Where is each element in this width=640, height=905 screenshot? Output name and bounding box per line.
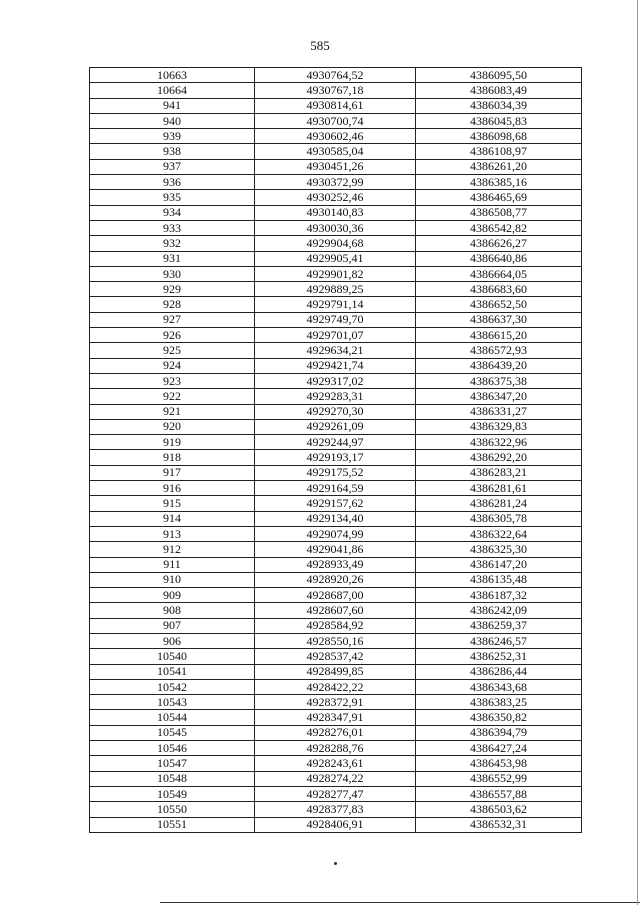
point-number-cell: 10549 — [90, 786, 255, 801]
bottom-rule — [160, 902, 640, 903]
point-number-cell: 941 — [90, 98, 255, 113]
point-number-cell: 928 — [90, 297, 255, 312]
point-number-cell: 940 — [90, 113, 255, 128]
x-coordinate-cell: 4929749,70 — [255, 312, 416, 327]
x-coordinate-cell: 4929270,30 — [255, 404, 416, 419]
y-coordinate-cell: 4386626,27 — [416, 236, 582, 251]
y-coordinate-cell: 4386095,50 — [416, 68, 582, 83]
y-coordinate-cell: 4386503,62 — [416, 802, 582, 817]
point-number-cell: 922 — [90, 389, 255, 404]
point-number-cell: 10548 — [90, 771, 255, 786]
table-row — [90, 465, 582, 480]
table-row — [90, 526, 582, 541]
x-coordinate-cell: 4930140,83 — [255, 205, 416, 220]
y-coordinate-cell: 4386322,96 — [416, 435, 582, 450]
point-number-cell: 10546 — [90, 741, 255, 756]
point-number-cell: 10551 — [90, 817, 255, 832]
table-row — [90, 557, 582, 572]
y-coordinate-cell: 4386331,27 — [416, 404, 582, 419]
x-coordinate-cell: 4928537,42 — [255, 649, 416, 664]
x-coordinate-cell: 4930764,52 — [255, 68, 416, 83]
y-coordinate-cell: 4386246,57 — [416, 633, 582, 648]
table-row — [90, 159, 582, 174]
y-coordinate-cell: 4386637,30 — [416, 312, 582, 327]
table-row — [90, 220, 582, 235]
x-coordinate-cell: 4928347,91 — [255, 710, 416, 725]
y-coordinate-cell: 4386045,83 — [416, 113, 582, 128]
x-coordinate-cell: 4929905,41 — [255, 251, 416, 266]
table-row — [90, 725, 582, 740]
point-number-cell: 924 — [90, 358, 255, 373]
point-number-cell: 937 — [90, 159, 255, 174]
y-coordinate-cell: 4386640,86 — [416, 251, 582, 266]
y-coordinate-cell: 4386135,48 — [416, 572, 582, 587]
table-row — [90, 618, 582, 633]
y-coordinate-cell: 4386261,20 — [416, 159, 582, 174]
y-coordinate-cell: 4386098,68 — [416, 129, 582, 144]
y-coordinate-cell: 4386664,05 — [416, 266, 582, 281]
x-coordinate-cell: 4930451,26 — [255, 159, 416, 174]
x-coordinate-cell: 4928406,91 — [255, 817, 416, 832]
x-coordinate-cell: 4930700,74 — [255, 113, 416, 128]
x-coordinate-cell: 4929904,68 — [255, 236, 416, 251]
table-row — [90, 450, 582, 465]
x-coordinate-cell: 4929261,09 — [255, 419, 416, 434]
x-coordinate-cell: 4930602,46 — [255, 129, 416, 144]
table-row — [90, 68, 582, 83]
table-row — [90, 435, 582, 450]
table-row — [90, 358, 582, 373]
point-number-cell: 10543 — [90, 695, 255, 710]
y-coordinate-cell: 4386542,82 — [416, 220, 582, 235]
table-row — [90, 389, 582, 404]
x-coordinate-cell: 4928372,91 — [255, 695, 416, 710]
y-coordinate-cell: 4386375,38 — [416, 373, 582, 388]
x-coordinate-cell: 4930814,61 — [255, 98, 416, 113]
y-coordinate-cell: 4386385,16 — [416, 175, 582, 190]
point-number-cell: 913 — [90, 526, 255, 541]
y-coordinate-cell: 4386083,49 — [416, 83, 582, 98]
x-coordinate-cell: 4929901,82 — [255, 266, 416, 281]
x-coordinate-cell: 4930372,99 — [255, 175, 416, 190]
table-row — [90, 664, 582, 679]
x-coordinate-cell: 4929074,99 — [255, 526, 416, 541]
y-coordinate-cell: 4386187,32 — [416, 588, 582, 603]
point-number-cell: 10663 — [90, 68, 255, 83]
table-row — [90, 83, 582, 98]
table-row — [90, 756, 582, 771]
point-number-cell: 929 — [90, 282, 255, 297]
point-number-cell: 911 — [90, 557, 255, 572]
scan-dot — [334, 862, 337, 865]
table-row — [90, 343, 582, 358]
table-row — [90, 266, 582, 281]
point-number-cell: 927 — [90, 312, 255, 327]
x-coordinate-cell: 4929889,25 — [255, 282, 416, 297]
y-coordinate-cell: 4386147,20 — [416, 557, 582, 572]
point-number-cell: 910 — [90, 572, 255, 587]
point-number-cell: 923 — [90, 373, 255, 388]
table-row — [90, 190, 582, 205]
point-number-cell: 10541 — [90, 664, 255, 679]
point-number-cell: 10547 — [90, 756, 255, 771]
table-row — [90, 710, 582, 725]
x-coordinate-cell: 4928243,61 — [255, 756, 416, 771]
point-number-cell: 10664 — [90, 83, 255, 98]
point-number-cell: 10542 — [90, 679, 255, 694]
point-number-cell: 907 — [90, 618, 255, 633]
table-row — [90, 205, 582, 220]
point-number-cell: 918 — [90, 450, 255, 465]
point-number-cell: 912 — [90, 542, 255, 557]
table-row — [90, 282, 582, 297]
coordinates-table-body — [90, 68, 582, 833]
x-coordinate-cell: 4929634,21 — [255, 343, 416, 358]
point-number-cell: 917 — [90, 465, 255, 480]
x-coordinate-cell: 4928377,83 — [255, 802, 416, 817]
x-coordinate-cell: 4928276,01 — [255, 725, 416, 740]
table-row — [90, 113, 582, 128]
y-coordinate-cell: 4386508,77 — [416, 205, 582, 220]
point-number-cell: 936 — [90, 175, 255, 190]
x-coordinate-cell: 4928550,16 — [255, 633, 416, 648]
x-coordinate-cell: 4929283,31 — [255, 389, 416, 404]
y-coordinate-cell: 4386325,30 — [416, 542, 582, 557]
x-coordinate-cell: 4929164,59 — [255, 481, 416, 496]
x-coordinate-cell: 4928933,49 — [255, 557, 416, 572]
point-number-cell: 919 — [90, 435, 255, 450]
x-coordinate-cell: 4928422,22 — [255, 679, 416, 694]
point-number-cell: 10545 — [90, 725, 255, 740]
page-number: 585 — [310, 38, 330, 53]
y-coordinate-cell: 4386034,39 — [416, 98, 582, 113]
y-coordinate-cell: 4386347,20 — [416, 389, 582, 404]
table-row — [90, 649, 582, 664]
x-coordinate-cell: 4929041,86 — [255, 542, 416, 557]
point-number-cell: 939 — [90, 129, 255, 144]
y-coordinate-cell: 4386683,60 — [416, 282, 582, 297]
x-coordinate-cell: 4929701,07 — [255, 328, 416, 343]
y-coordinate-cell: 4386322,64 — [416, 526, 582, 541]
point-number-cell: 938 — [90, 144, 255, 159]
x-coordinate-cell: 4930030,36 — [255, 220, 416, 235]
x-coordinate-cell: 4929317,02 — [255, 373, 416, 388]
x-coordinate-cell: 4930767,18 — [255, 83, 416, 98]
y-coordinate-cell: 4386242,09 — [416, 603, 582, 618]
y-coordinate-cell: 4386615,20 — [416, 328, 582, 343]
table-row — [90, 588, 582, 603]
x-coordinate-cell: 4929157,62 — [255, 496, 416, 511]
table-row — [90, 603, 582, 618]
table-row — [90, 679, 582, 694]
table-row — [90, 771, 582, 786]
table-row — [90, 373, 582, 388]
x-coordinate-cell: 4928920,26 — [255, 572, 416, 587]
point-number-cell: 909 — [90, 588, 255, 603]
table-row — [90, 572, 582, 587]
point-number-cell: 916 — [90, 481, 255, 496]
x-coordinate-cell: 4929421,74 — [255, 358, 416, 373]
point-number-cell: 920 — [90, 419, 255, 434]
y-coordinate-cell: 4386281,24 — [416, 496, 582, 511]
y-coordinate-cell: 4386532,31 — [416, 817, 582, 832]
table-row — [90, 129, 582, 144]
table-row — [90, 802, 582, 817]
y-coordinate-cell: 4386329,83 — [416, 419, 582, 434]
y-coordinate-cell: 4386292,20 — [416, 450, 582, 465]
x-coordinate-cell: 4929193,17 — [255, 450, 416, 465]
y-coordinate-cell: 4386259,37 — [416, 618, 582, 633]
point-number-cell: 914 — [90, 511, 255, 526]
point-number-cell: 925 — [90, 343, 255, 358]
coordinates-table — [89, 67, 582, 833]
x-coordinate-cell: 4929175,52 — [255, 465, 416, 480]
y-coordinate-cell: 4386427,24 — [416, 741, 582, 756]
x-coordinate-cell: 4929244,97 — [255, 435, 416, 450]
y-coordinate-cell: 4386283,21 — [416, 465, 582, 480]
point-number-cell: 935 — [90, 190, 255, 205]
table-row — [90, 175, 582, 190]
table-row — [90, 542, 582, 557]
x-coordinate-cell: 4928584,92 — [255, 618, 416, 633]
y-coordinate-cell: 4386286,44 — [416, 664, 582, 679]
table-row — [90, 419, 582, 434]
y-coordinate-cell: 4386252,31 — [416, 649, 582, 664]
y-coordinate-cell: 4386652,50 — [416, 297, 582, 312]
x-coordinate-cell: 4929134,40 — [255, 511, 416, 526]
x-coordinate-cell: 4930252,46 — [255, 190, 416, 205]
point-number-cell: 10550 — [90, 802, 255, 817]
x-coordinate-cell: 4929791,14 — [255, 297, 416, 312]
page-edge — [637, 0, 638, 905]
y-coordinate-cell: 4386394,79 — [416, 725, 582, 740]
point-number-cell: 908 — [90, 603, 255, 618]
table-row — [90, 496, 582, 511]
point-number-cell: 921 — [90, 404, 255, 419]
table-row — [90, 481, 582, 496]
point-number-cell: 10544 — [90, 710, 255, 725]
x-coordinate-cell: 4930585,04 — [255, 144, 416, 159]
point-number-cell: 934 — [90, 205, 255, 220]
y-coordinate-cell: 4386281,61 — [416, 481, 582, 496]
y-coordinate-cell: 4386343,68 — [416, 679, 582, 694]
point-number-cell: 10540 — [90, 649, 255, 664]
table-row — [90, 695, 582, 710]
point-number-cell: 926 — [90, 328, 255, 343]
table-row — [90, 297, 582, 312]
y-coordinate-cell: 4386453,98 — [416, 756, 582, 771]
y-coordinate-cell: 4386383,25 — [416, 695, 582, 710]
table-row — [90, 98, 582, 113]
y-coordinate-cell: 4386439,20 — [416, 358, 582, 373]
table-row — [90, 817, 582, 832]
y-coordinate-cell: 4386305,78 — [416, 511, 582, 526]
table-row — [90, 404, 582, 419]
table-row — [90, 251, 582, 266]
x-coordinate-cell: 4928499,85 — [255, 664, 416, 679]
y-coordinate-cell: 4386572,93 — [416, 343, 582, 358]
x-coordinate-cell: 4928687,00 — [255, 588, 416, 603]
table-row — [90, 633, 582, 648]
y-coordinate-cell: 4386557,88 — [416, 786, 582, 801]
table-row — [90, 144, 582, 159]
table-row — [90, 236, 582, 251]
x-coordinate-cell: 4928277,47 — [255, 786, 416, 801]
point-number-cell: 931 — [90, 251, 255, 266]
x-coordinate-cell: 4928607,60 — [255, 603, 416, 618]
x-coordinate-cell: 4928274,22 — [255, 771, 416, 786]
table-row — [90, 786, 582, 801]
y-coordinate-cell: 4386108,97 — [416, 144, 582, 159]
y-coordinate-cell: 4386552,99 — [416, 771, 582, 786]
table-row — [90, 328, 582, 343]
point-number-cell: 906 — [90, 633, 255, 648]
table-row — [90, 312, 582, 327]
y-coordinate-cell: 4386350,82 — [416, 710, 582, 725]
point-number-cell: 915 — [90, 496, 255, 511]
table-row — [90, 511, 582, 526]
y-coordinate-cell: 4386465,69 — [416, 190, 582, 205]
x-coordinate-cell: 4928288,76 — [255, 741, 416, 756]
point-number-cell: 930 — [90, 266, 255, 281]
point-number-cell: 933 — [90, 220, 255, 235]
table-row — [90, 741, 582, 756]
point-number-cell: 932 — [90, 236, 255, 251]
